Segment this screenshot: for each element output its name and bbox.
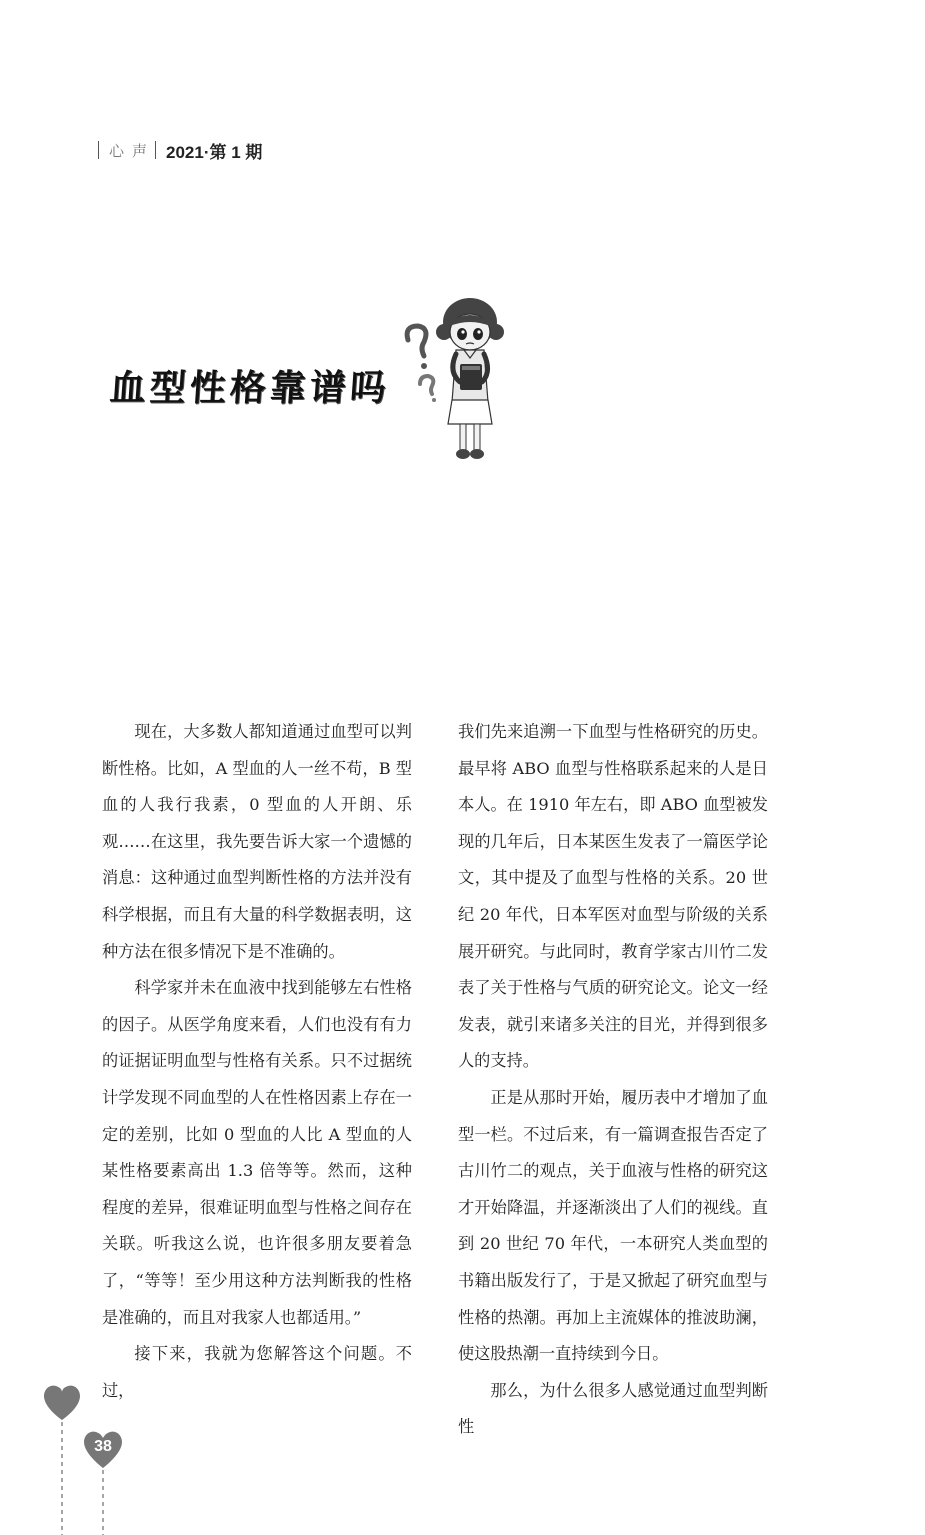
paragraph: 我们先来追溯一下血型与性格研究的历史。最早将 ABO 血型与性格联系起来的人是日本人。在 1910 年左右，即 ABO 血型被发现的几年后，日本某医生发表了一篇医学论文，其中提及了血型与性格的关系。20 世纪 20 年代，日本军医对血型与阶级的关系展开研究。与此同时，教育学家古川竹二发表了关于性格与气质的研究论文。论文一经发表，就引来诸多关注的目光，并得到很多人的支持。	[458, 722, 768, 1071]
girl-with-question-marks-illustration	[398, 292, 510, 464]
paragraph: 接下来，我就为您解答这个问题。不过，	[102, 1344, 412, 1400]
paragraph: 现在，大多数人都知道通过血型可以判断性格。比如，A 型血的人一丝不苟，B 型血的人我行我素，0 型血的人开朗、乐观……在这里，我先要告诉大家一个遗憾的消息：这种通过血型判断性格的方法并没有科学根据，而且有大量的科学数据表明，这种方法在很多情况下是不准确的。	[102, 722, 412, 961]
section-name: 心声	[109, 141, 156, 160]
article-column-right	[458, 714, 768, 1446]
paragraph: 那么，为什么很多人感觉通过血型判断性	[458, 1380, 768, 1437]
page-number: 38	[94, 1438, 112, 1455]
issue-label: 2021·第 1 期	[166, 142, 263, 162]
running-header	[98, 138, 262, 162]
heart-decoration	[0, 1380, 160, 1535]
article-column-left	[102, 714, 412, 1409]
article-title: 血型性格靠谱吗	[108, 368, 392, 409]
paragraph: 科学家并未在血液中找到能够左右性格的因子。从医学角度来看，人们也没有有力的证据证明血型与性格有关系。只不过据统计学发现不同血型的人在性格因素上存在一定的差别，比如 0 型血的人比 A 型血的人某性格要素高出 1.3 倍等等。然而，这种程度的差异，很难证明血型与性格之间存在关联。听我这么说，也许很多朋友要着急了，“等等！至少用这种方法判断我的性格是准确的，而且对我家人也都适用。”	[102, 978, 412, 1327]
paragraph: 正是从那时开始，履历表中才增加了血型一栏。不过后来，有一篇调查报告否定了古川竹二的观点，关于血液与性格的研究这才开始降温，并逐渐淡出了人们的视线。直到 20 世纪 70 年代，一本研究人类血型的书籍出版发行了，于是又掀起了研究血型与性格的热潮。再加上主流媒体的推波助澜，使这股热潮一直持续到今日。	[458, 1087, 768, 1364]
